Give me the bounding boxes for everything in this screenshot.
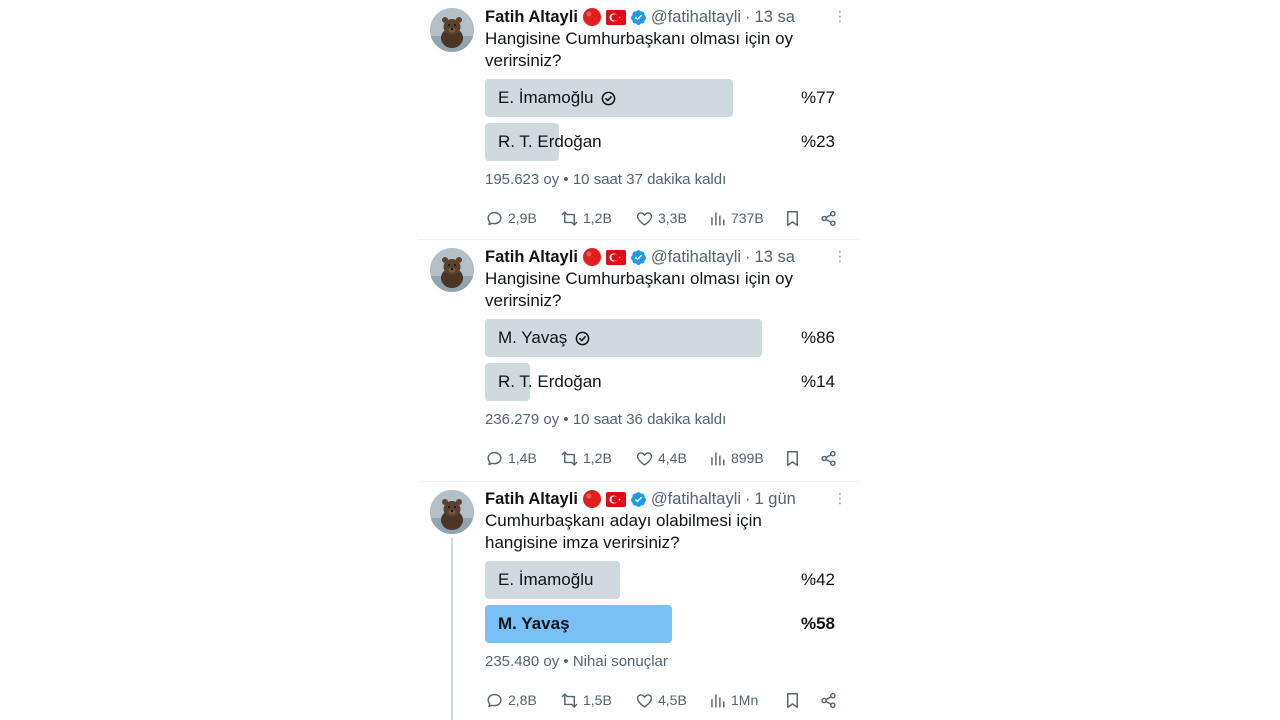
poll-option-label — [498, 363, 602, 401]
views-button[interactable] — [708, 447, 764, 469]
repost-button[interactable] — [560, 447, 612, 469]
repost-count: 1,2B — [583, 450, 612, 466]
bookmark-button[interactable] — [783, 447, 802, 469]
author-handle[interactable]: @fatihaltayli — [650, 247, 742, 266]
poll-option-label — [498, 123, 602, 161]
verified-badge-icon[interactable] — [630, 249, 647, 266]
tweet-actions — [485, 689, 845, 711]
bookmark-icon — [783, 449, 802, 468]
poll-status: Nihai sonuçlar — [572, 653, 668, 670]
tweet-header — [485, 489, 796, 509]
poll-option-percent: %77 — [800, 88, 835, 107]
repost-button[interactable] — [560, 689, 612, 711]
author-name[interactable]: Fatih Altayli — [485, 7, 578, 26]
views-button[interactable] — [708, 207, 764, 229]
vote-count: 195.623 oy — [485, 171, 560, 188]
poll-option[interactable] — [485, 363, 835, 401]
bookmark-button[interactable] — [783, 689, 802, 711]
poll-option-percent: %23 — [800, 132, 835, 151]
poll-option-label — [498, 561, 593, 599]
poll-meta — [485, 653, 668, 670]
poll-option-percent: %42 — [800, 570, 835, 589]
time-separator: · — [745, 489, 751, 508]
tweet-text — [485, 268, 825, 312]
repost-button[interactable] — [560, 207, 612, 229]
timestamp[interactable]: 1 gün — [754, 489, 796, 508]
poll-option-text: E. İmamoğlu — [498, 570, 594, 589]
tweet-text — [485, 510, 825, 554]
views-chart-icon — [708, 691, 731, 710]
poll-option-text: R. T. Erdoğan — [498, 372, 602, 391]
turkey-flag-emoji-icon — [606, 250, 626, 265]
poll-option[interactable] — [485, 123, 835, 161]
time-separator: · — [745, 7, 751, 26]
heart-icon — [635, 209, 658, 228]
like-button[interactable] — [635, 207, 687, 229]
like-count: 3,3B — [658, 210, 687, 226]
avatar[interactable] — [430, 490, 474, 534]
share-button[interactable] — [819, 689, 838, 711]
like-count: 4,4B — [658, 450, 687, 466]
turkey-flag-emoji-icon — [606, 492, 626, 507]
poll-option-text: E. İmamoğlu — [498, 88, 594, 107]
reply-button[interactable] — [485, 447, 537, 469]
poll-option-percent: %58 — [800, 614, 835, 633]
reply-icon — [485, 691, 508, 710]
timeline — [418, 0, 861, 720]
tweet-text — [485, 28, 825, 72]
share-icon — [819, 209, 838, 228]
vote-count: 236.279 oy — [485, 411, 560, 428]
view-count: 899B — [731, 450, 764, 466]
timestamp[interactable]: 13 sa — [754, 7, 795, 26]
repost-count: 1,5B — [583, 692, 612, 708]
poll-option-percent: %14 — [800, 372, 835, 391]
tweet-text-line: hangisine imza verirsiniz? — [485, 533, 680, 552]
share-button[interactable] — [819, 207, 838, 229]
author-name[interactable]: Fatih Altayli — [485, 247, 578, 266]
more-options-icon[interactable]: ⋮ — [833, 490, 847, 506]
thread-line — [451, 538, 453, 720]
reply-button[interactable] — [485, 689, 537, 711]
tweet-text-line: verirsiniz? — [485, 291, 562, 310]
verified-badge-icon[interactable] — [630, 491, 647, 508]
reply-icon — [485, 449, 508, 468]
more-options-icon[interactable]: ⋮ — [833, 248, 847, 264]
voted-check-icon — [601, 91, 616, 106]
bookmark-icon — [783, 691, 802, 710]
turkey-flag-emoji-icon — [606, 10, 626, 25]
avatar[interactable] — [430, 248, 474, 292]
bookmark-button[interactable] — [783, 207, 802, 229]
author-name[interactable]: Fatih Altayli — [485, 489, 578, 508]
poll-option-label — [498, 79, 616, 117]
tweet-header — [485, 247, 795, 267]
reply-count: 1,4B — [508, 450, 537, 466]
poll-option[interactable] — [485, 79, 835, 117]
poll-option-label — [498, 319, 590, 357]
like-button[interactable] — [635, 689, 687, 711]
red-circle-emoji-icon — [582, 489, 602, 509]
author-handle[interactable]: @fatihaltayli — [650, 7, 742, 26]
view-count: 1Mn — [731, 692, 759, 708]
tweet[interactable] — [418, 0, 861, 240]
verified-badge-icon[interactable] — [630, 9, 647, 26]
meta-separator: • — [563, 653, 569, 670]
poll-status: 10 saat 36 dakika kaldı — [572, 411, 727, 428]
tweet-text-line: Hangisine Cumhurbaşkanı olması için oy — [485, 29, 794, 48]
author-handle[interactable]: @fatihaltayli — [650, 489, 742, 508]
timestamp[interactable]: 13 sa — [754, 247, 795, 266]
poll-option-percent: %86 — [800, 328, 835, 347]
heart-icon — [635, 691, 658, 710]
tweet-header — [485, 7, 795, 27]
avatar[interactable] — [430, 8, 474, 52]
share-button[interactable] — [819, 447, 838, 469]
more-options-icon[interactable]: ⋮ — [833, 8, 847, 24]
heart-icon — [635, 449, 658, 468]
tweet-text-line: Hangisine Cumhurbaşkanı olması için oy — [485, 269, 794, 288]
reply-icon — [485, 209, 508, 228]
like-button[interactable] — [635, 447, 687, 469]
poll-option-label — [498, 605, 570, 643]
repost-icon — [560, 691, 583, 710]
time-separator: · — [745, 247, 751, 266]
views-chart-icon — [708, 449, 731, 468]
meta-separator: • — [563, 411, 569, 428]
vote-count: 235.480 oy — [485, 653, 560, 670]
repost-count: 1,2B — [583, 210, 612, 226]
tweet-text-line: verirsiniz? — [485, 51, 562, 70]
poll-status: 10 saat 37 dakika kaldı — [572, 171, 727, 188]
poll-option-text: R. T. Erdoğan — [498, 132, 602, 151]
voted-check-icon — [575, 331, 590, 346]
view-count: 737B — [731, 210, 764, 226]
tweet-actions — [485, 447, 845, 469]
views-button[interactable] — [708, 689, 758, 711]
tweet[interactable] — [418, 482, 861, 720]
meta-separator: • — [563, 171, 569, 188]
poll-option[interactable] — [485, 605, 835, 643]
poll-meta — [485, 171, 726, 188]
tweet-text-line: Cumhurbaşkanı adayı olabilmesi için — [485, 511, 762, 530]
reply-count: 2,8B — [508, 692, 537, 708]
reply-button[interactable] — [485, 207, 537, 229]
bookmark-icon — [783, 209, 802, 228]
share-icon — [819, 691, 838, 710]
views-chart-icon — [708, 209, 731, 228]
share-icon — [819, 449, 838, 468]
tweet-actions — [485, 207, 845, 229]
red-circle-emoji-icon — [582, 247, 602, 267]
repost-icon — [560, 449, 583, 468]
repost-icon — [560, 209, 583, 228]
poll-option-text: M. Yavaş — [498, 328, 568, 347]
red-circle-emoji-icon — [582, 7, 602, 27]
poll-option[interactable] — [485, 319, 835, 357]
poll-option[interactable] — [485, 561, 835, 599]
reply-count: 2,9B — [508, 210, 537, 226]
like-count: 4,5B — [658, 692, 687, 708]
poll-meta — [485, 411, 726, 428]
poll-option-text: M. Yavaş — [498, 614, 570, 633]
tweet[interactable] — [418, 240, 861, 482]
